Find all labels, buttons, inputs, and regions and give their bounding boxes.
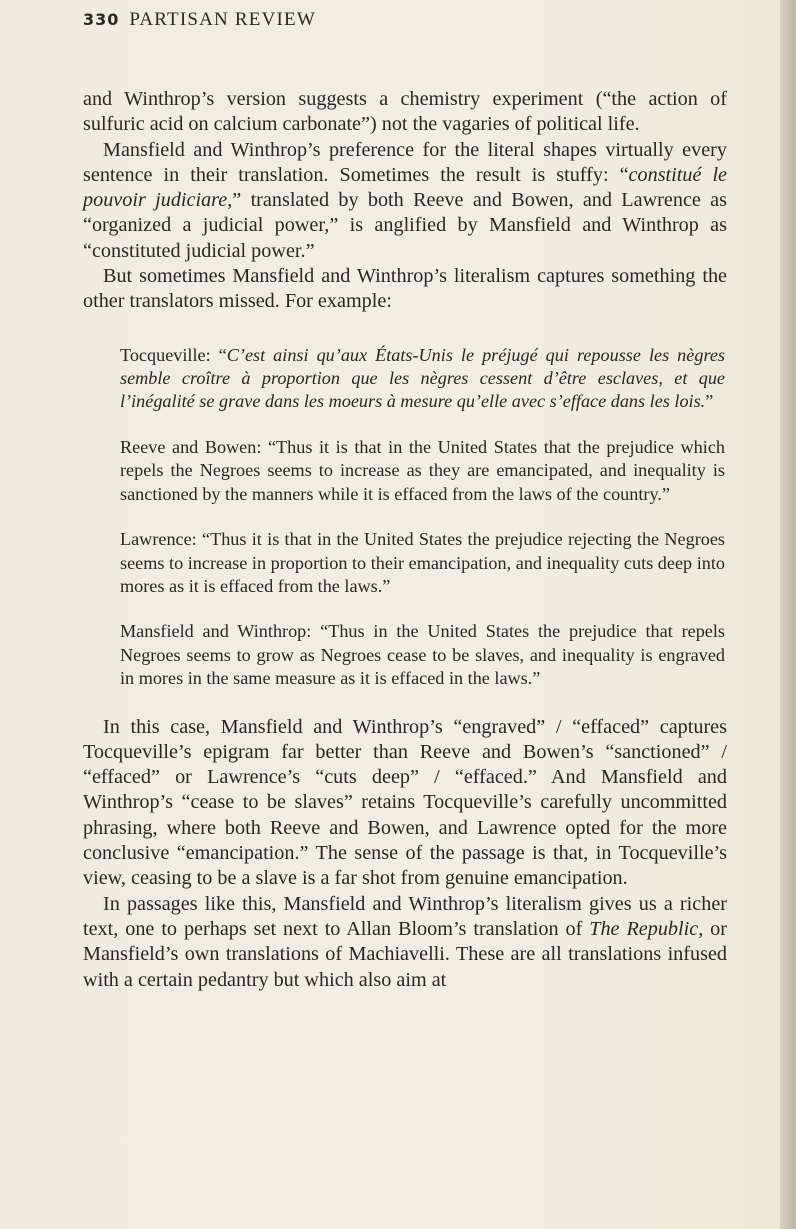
quote-french-text: C’est ainsi qu’aux États-Unis le préjugé qui repousse les nègres semble croître à proportion que les nègres cessent d’être esclaves, et que l’inégalité se grave dans les moeurs à mesure qu’elle avec s’efface dans les lois. [120,344,725,412]
text-run: Mansfield and Winthrop’s preference for the literal shapes virtually every sentence in their translation. Sometimes the result is stuffy: “ [83,138,727,186]
page-edge [780,0,796,1229]
text-run: In passages like this, Mansfield and Winthrop’s literalism gives us a richer text, one to perhaps set next to Allan Bloom’s translation of [83,892,727,940]
block-quote-tocqueville [120,344,725,414]
block-quotes [120,344,725,691]
paragraph: In this case, Mansfield and Winthrop’s “engraved” / “effaced” captures Tocqueville’s epigram far better than Reeve and Bowen’s “sanctioned” / “effaced” or Lawrence’s “cuts deep” / “effaced.” And Mansfield and Winthrop’s “cease to be slaves” retains Tocqueville’s carefully uncommitted phrasing, where both Reeve and Bowen, and Lawrence opted for the more conclusive “emancipation.” The sense of the passage is that, in Tocqueville’s view, ceasing to be a slave is a far shot from genuine emancipation. [83,715,727,890]
quote-close: ” [705,391,714,412]
text-run: or Mansfield’s own translations of Machiavelli. These are all translations infused with a certain pedantry but which also aim at [83,917,727,991]
paragraph: and Winthrop’s version suggests a chemistry experiment (“the action of sulfuric acid on calcium carbonate”) not the vagaries of political life. [83,88,727,136]
journal-title: PARTISAN REVIEW [129,9,316,30]
italic-phrase: constitué le pouvoir judiciare, [83,163,728,212]
paragraph: But sometimes Mansfield and Winthrop’s literalism captures something the other translators missed. For example: [83,265,727,313]
block-quote-lawrence: Lawrence: “Thus it is that in the United States the prejudice rejecting the Negroes seems to increase in proportion to their emancipation, and inequality cuts deep into mores as it is effaced from the laws.” [120,529,725,596]
quote-label: Tocqueville: “ [120,344,227,365]
paragraph [83,892,727,993]
block-quote-reeve-bowen: Reeve and Bowen: “Thus it is that in the United States that the prejudice which repels the Negroes seems to increase as they are emancipated, and inequality is sanctioned by the manners while it is effaced from the laws of the country.” [120,436,725,504]
running-header [83,9,316,31]
page-number: 330 [83,10,120,29]
italic-title: The Republic, [589,917,704,940]
block-quote-mansfield-winthrop: Mansfield and Winthrop: “Thus in the United States the prejudice that repels Negroes seems to grow as Negroes cease to be slaves, and inequality is engraved in mores in the same measure as it is effaced in the laws.” [120,621,725,689]
text-run: ” translated by both Reeve and Bowen, and Lawrence as “organized a judicial power,” is anglified by Mansfield and Winthrop as “constituted judicial power.” [83,189,727,262]
paragraph [83,138,727,264]
body-text [83,87,727,993]
